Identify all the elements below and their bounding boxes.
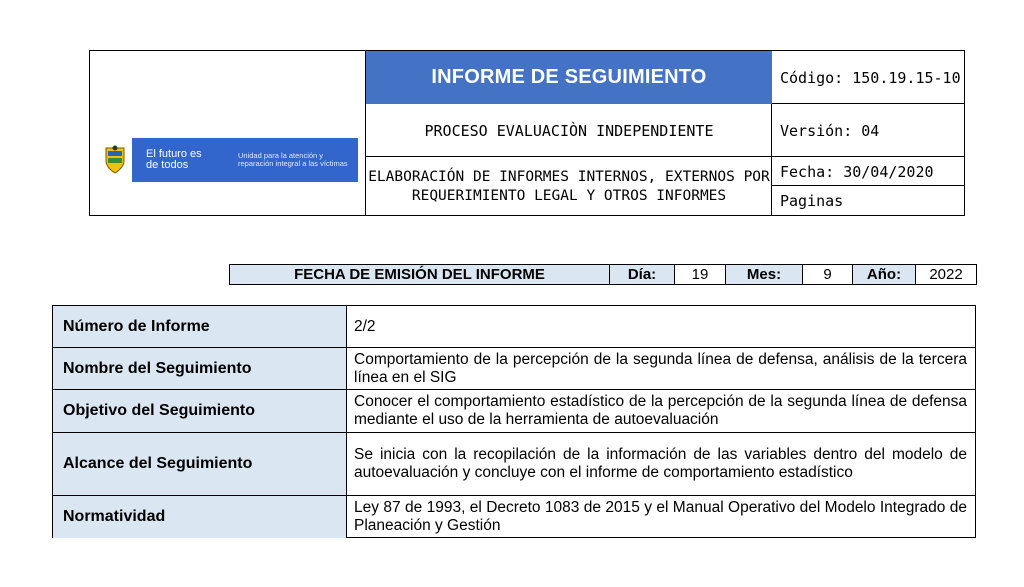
document-version: Versión: 04 <box>780 121 880 140</box>
report-number-value: 2/2 <box>354 317 376 335</box>
report-info-table <box>52 305 976 538</box>
table-row <box>53 433 975 496</box>
follow-up-name-label: Nombre del Seguimiento <box>53 348 347 389</box>
document-title: INFORME DE SEGUIMIENTO <box>366 51 772 104</box>
month-value: 9 <box>803 265 853 284</box>
regulations-label: Normatividad <box>53 496 347 538</box>
table-row <box>53 306 975 348</box>
table-row <box>53 496 975 538</box>
document-header-table <box>89 50 965 216</box>
report-number-label: Número de Informe <box>53 306 347 347</box>
year-label: Año: <box>853 265 916 284</box>
process-description: ELABORACIÓN DE INFORMES INTERNOS, EXTERNOS POR REQUERIMIENTO LEGAL Y OTROS INFORMES <box>368 169 770 204</box>
follow-up-objective-value: Conocer el comportamiento estadístico de la percepción de la segunda línea de defensa mediante el uso de la herramienta de autoevaluación <box>354 393 967 428</box>
follow-up-objective-label: Objetivo del Seguimiento <box>53 390 347 432</box>
day-label: Día: <box>610 265 675 284</box>
logo-tagline: El futuro es de todos <box>146 148 202 171</box>
issue-date-row <box>229 264 977 285</box>
institution-logo <box>98 138 358 182</box>
process-name: PROCESO EVALUACIÒN INDEPENDIENTE <box>424 121 714 140</box>
month-label: Mes: <box>726 265 803 284</box>
day-value: 19 <box>675 265 726 284</box>
document-date: Fecha: 30/04/2020 <box>780 162 934 181</box>
year-value: 2022 <box>916 265 976 284</box>
follow-up-scope-value: Se inicia con la recopilación de la información de las variables dentro del modelo de autoevaluación y concluye con el informe de comportamiento estadístico <box>354 446 967 481</box>
table-row <box>53 390 975 433</box>
follow-up-scope-label: Alcance del Seguimiento <box>53 433 347 495</box>
document-pages: Paginas <box>780 192 844 210</box>
regulations-value: Ley 87 de 1993, el Decreto 1083 de 2015 y el Manual Operativo del Modelo Integrado de Planeación y Gestión <box>354 499 967 534</box>
document-code: Código: 150.19.15-10 <box>780 68 961 87</box>
issue-date-label: FECHA DE EMISIÓN DEL INFORME <box>230 265 610 284</box>
follow-up-name-value: Comportamiento de la percepción de la segunda línea de defensa, análisis de la tercera línea en el SIG <box>354 350 967 386</box>
logo-entity-name: Unidad para la atención y reparación integral a las víctimas <box>238 151 348 168</box>
table-row <box>53 348 975 390</box>
coat-of-arms-icon <box>98 138 132 182</box>
